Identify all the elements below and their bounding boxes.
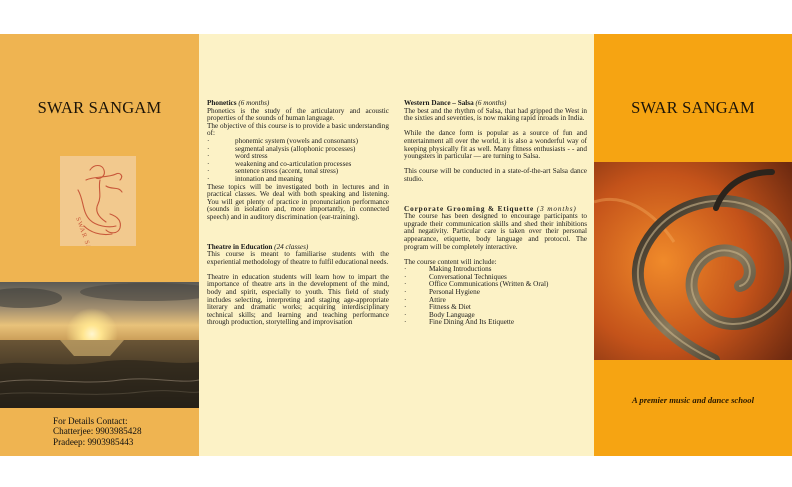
contact-heading: For Details Contact:	[53, 416, 128, 426]
phonetics-intro: Phonetics is the study of the articulatory and acoustic properties of the sounds of human language.	[207, 106, 389, 123]
list-item: · Office Communications (Written & Oral)	[404, 281, 587, 289]
list-item: · weakening and co-articulation processes	[207, 161, 389, 169]
theatre-duration: (24 classes)	[274, 242, 309, 251]
theatre-body: Theatre in education students will learn how to impart the importance of theatre arts in the development of the mind, body and spirit, especially to youth. This field of study includes selecting, interpreting and staging age-appropriate literary and dramatic works; acquiring interdisciplinary technical skills; and learning and teaching performance through production, storytelling and improvisation	[207, 272, 389, 327]
list-item: · segmental analysis (allophonic processes)	[207, 146, 389, 154]
list-item: · Conversational Techniques	[404, 274, 587, 282]
phonetics-topic-list	[207, 138, 389, 184]
western-dance-p1: The best and the rhythm of Salsa, that had gripped the West in the sixties and seventies, is now making rapid inroads in India.	[404, 106, 587, 123]
phonetics-duration: (6 months)	[238, 99, 270, 107]
left-panel	[0, 34, 199, 456]
list-item: · Body Language	[404, 312, 587, 320]
western-dance-p3: This course will be conducted in a state-of-the-art Salsa dance studio.	[404, 167, 587, 183]
right-panel	[594, 34, 792, 456]
list-item: · intonation and meaning	[207, 176, 389, 184]
grooming-content-list	[404, 266, 587, 327]
sunset-photo	[0, 282, 199, 408]
western-dance-title: Western Dance – Salsa	[404, 99, 474, 107]
contact-block	[53, 416, 142, 447]
list-item: · Making Introductions	[404, 266, 587, 274]
contact-line-2: Pradeep: 9903985443	[53, 436, 134, 447]
phonetics-objective: The objective of this course is to provide a basic understanding of:	[207, 121, 389, 138]
brand-title-right: SWAR SANGAM	[631, 98, 755, 117]
dancer-logo	[60, 156, 136, 246]
theatre-title: Theatre in Education	[207, 242, 273, 251]
logo-lettering: SWAR SANGAM	[74, 216, 101, 246]
grooming-body: The course has been designed to encourage participants to upgrade their communication skills and shed their inhibitions and negativity. Particular care is taken over their personal appearance, etiquette, body language and protocol. The program will be completely interactive.	[404, 212, 587, 251]
phonetics-title: Phonetics	[207, 99, 237, 107]
grooming-duration: (3 months)	[536, 204, 577, 213]
contact-line-1: Chatterjee: 9903985428	[53, 426, 142, 437]
course-column-2	[404, 100, 587, 327]
course-column-1	[207, 100, 389, 327]
list-item: · Fine Dining And Its Etiquette	[404, 319, 587, 327]
spiral-ornament-photo	[594, 162, 792, 360]
theatre-intro: This course is meant to familiarise students with the experiential methodology of theatre to fulfil educational needs.	[207, 250, 389, 266]
tagline: A premier music and dance school	[632, 395, 754, 405]
list-item: · word stress	[207, 153, 389, 161]
middle-panel	[199, 34, 594, 456]
western-dance-duration: (6 months)	[475, 99, 507, 107]
list-item: · Personal Hygiene	[404, 289, 587, 297]
list-item: · phonemic system (vowels and consonants)	[207, 138, 389, 146]
list-item: · Fitness & Diet	[404, 304, 587, 312]
grooming-title: Corporate Grooming & Etiquette	[404, 204, 535, 213]
western-dance-p2: While the dance form is popular as a source of fun and entertainment all over the world, it is also a wonderful way of keeping physically fit as well. Many fitness enthusiasts - - and youngsters in particular — are turning to Salsa.	[404, 129, 587, 161]
phonetics-closing: These topics will be investigated both in lectures and in practical classes. We deal with both speaking and listening. You will get plenty of practice in pronunciation performance (sounds in isolation and, more importantly, in connected speech) and in auditory discrimination (ear-training).	[207, 182, 389, 221]
list-item: · sentence stress (accent, tonal stress)	[207, 168, 389, 176]
list-item: · Attire	[404, 297, 587, 305]
grooming-content-heading: The course content will include:	[404, 257, 497, 266]
brand-title-left: SWAR SANGAM	[37, 98, 162, 117]
